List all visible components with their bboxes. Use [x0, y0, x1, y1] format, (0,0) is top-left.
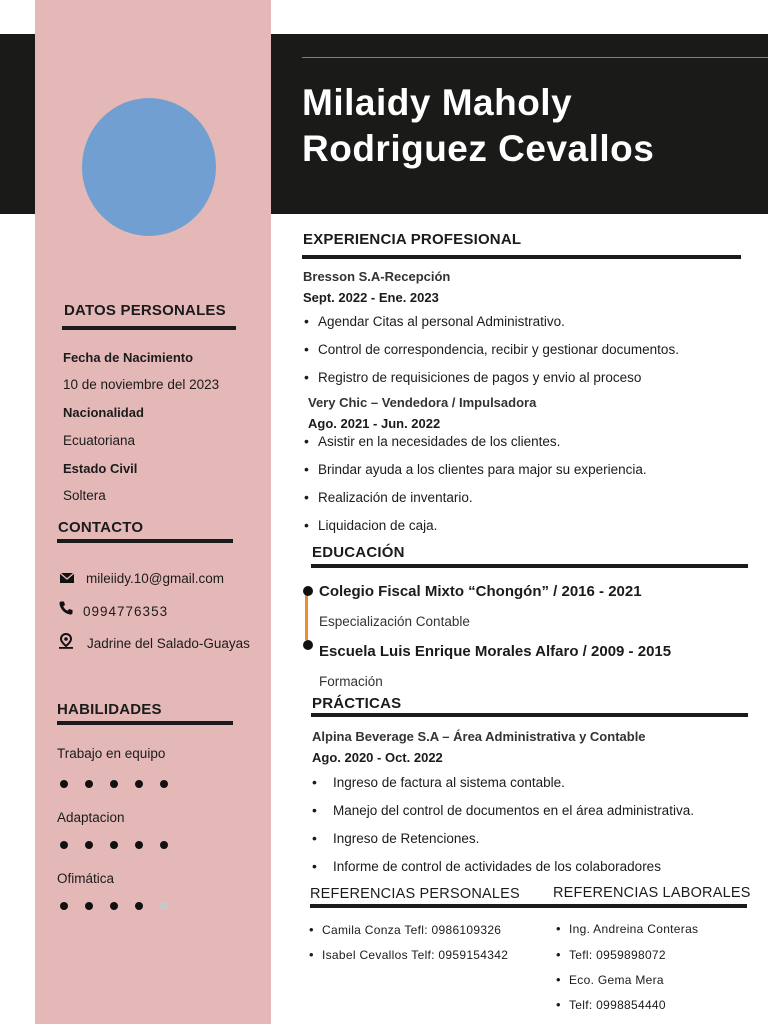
location-pin-icon	[58, 633, 74, 649]
birth-value: 10 de noviembre del 2023	[63, 377, 220, 392]
nationality-value: Ecuatoriana	[63, 433, 136, 448]
name-line-2: Rodriguez Cevallos	[302, 128, 655, 169]
skill-dot-filled	[85, 841, 93, 849]
practice-bullet: • Ingreso de factura al sistema contable.	[312, 774, 565, 790]
experience-title: EXPERIENCIA PROFESIONAL	[303, 231, 522, 248]
skill-label: Trabajo en equipo	[57, 746, 166, 761]
phone-icon	[58, 600, 74, 616]
education-detail-clip	[319, 670, 619, 689]
contact-address: Jadrine del Salado-Guayas	[87, 636, 250, 651]
skill-dot-filled	[60, 902, 68, 910]
personal-data-block	[60, 340, 260, 503]
skill-dot-filled	[135, 780, 143, 788]
skill-dot-filled	[60, 841, 68, 849]
practice-bullet: • Informe de control de actividades de los colaboradores	[312, 858, 752, 874]
civil-status-value: Soltera	[63, 488, 106, 503]
practice-bullet: • Manejo del control de documentos en el área administrativa.	[312, 802, 694, 818]
personal-reference: • Camila Conza Tefl: 0986109326	[309, 922, 501, 937]
job-bullet: • Registro de requisiciones de pagos y envio al proceso	[304, 369, 641, 385]
work-reference: • Tefl: 0959898072	[556, 947, 666, 962]
work-references-title: REFERENCIAS LABORALES	[553, 885, 751, 901]
practices-title: PRÁCTICAS	[312, 695, 402, 712]
job-dates: Sept. 2022 - Ene. 2023	[303, 290, 439, 305]
job-bullet: • Control de correspondencia, recibir y gestionar documentos.	[304, 341, 679, 357]
skill-dot-filled	[160, 780, 168, 788]
job-bullet: • Asistir en la necesidades de los clientes.	[304, 433, 560, 449]
job-bullet: • Agendar Citas al personal Administrativo.	[304, 313, 565, 329]
mail-icon	[59, 570, 75, 586]
nationality-label: Nacionalidad	[63, 405, 144, 420]
skill-dot-filled	[135, 841, 143, 849]
education-timeline-dot	[303, 586, 313, 596]
work-reference: • Eco. Gema Mera	[556, 972, 664, 987]
experience-rule	[302, 255, 741, 259]
education-title: EDUCACIÓN	[312, 544, 405, 561]
skill-dot-filled	[110, 841, 118, 849]
skill-dot-empty	[160, 902, 168, 910]
personal-references-title: REFERENCIAS PERSONALES	[310, 886, 520, 902]
contact-title: CONTACTO	[58, 519, 144, 536]
practice-bullet-clip	[312, 856, 752, 874]
contact-email: mileiidy.10@gmail.com	[86, 571, 224, 586]
personal-reference: • Isabel Cevallos Telf: 0959154342	[309, 947, 508, 962]
skill-dot-filled	[110, 780, 118, 788]
skill-dot-filled	[160, 841, 168, 849]
skill-dot-filled	[110, 902, 118, 910]
job-company: Very Chic – Vendedora / Impulsadora	[308, 395, 537, 410]
skill-dot-filled	[60, 780, 68, 788]
work-reference: • Ing. Andreina Conteras	[556, 921, 698, 936]
practice-dates: Ago. 2020 - Oct. 2022	[312, 750, 443, 765]
civil-status-label: Estado Civil	[63, 461, 138, 476]
education-timeline-line	[305, 592, 308, 640]
job-bullet: • Liquidacion de caja.	[304, 517, 437, 533]
education-detail: Especialización Contable	[319, 614, 470, 629]
birth-label: Fecha de Nacimiento	[63, 350, 194, 365]
skills-rule	[57, 721, 233, 725]
practice-company: Alpina Beverage S.A – Área Administrativa y Contable	[312, 729, 646, 744]
job-bullet: • Brindar ayuda a los clientes para major su experiencia.	[304, 461, 647, 477]
profile-photo-placeholder	[82, 98, 216, 236]
education-rule	[311, 564, 748, 568]
job-bullet: • Realización de inventario.	[304, 489, 473, 505]
job-company: Bresson S.A-Recepción	[303, 269, 451, 284]
skill-label: Ofimática	[57, 871, 115, 886]
education-school: Colegio Fiscal Mixto “Chongón” / 2016 - 2021	[319, 583, 642, 600]
skills-title: HABILIDADES	[57, 701, 162, 718]
practice-bullet: • Ingreso de Retenciones.	[312, 830, 479, 846]
references-rule	[310, 904, 747, 908]
skill-dot-filled	[85, 902, 93, 910]
skill-dot-filled	[85, 780, 93, 788]
work-reference: • Telf: 0998854440	[556, 997, 666, 1012]
skill-dot-filled	[135, 902, 143, 910]
contact-rule	[57, 539, 233, 543]
education-detail: Formación	[319, 674, 383, 689]
personal-data-title: DATOS PERSONALES	[64, 302, 226, 319]
education-school: Escuela Luis Enrique Morales Alfaro / 2009 - 2015	[319, 643, 672, 660]
contact-phone: 0994776353	[83, 604, 169, 619]
education-timeline-dot	[303, 640, 313, 650]
practices-rule	[311, 713, 748, 717]
header-accent-rule	[302, 57, 768, 58]
skill-label: Adaptacion	[57, 810, 125, 825]
job-dates: Ago. 2021 - Jun. 2022	[308, 416, 441, 431]
personal-data-rule	[62, 326, 236, 330]
name-line-1: Milaidy Maholy	[302, 82, 573, 123]
